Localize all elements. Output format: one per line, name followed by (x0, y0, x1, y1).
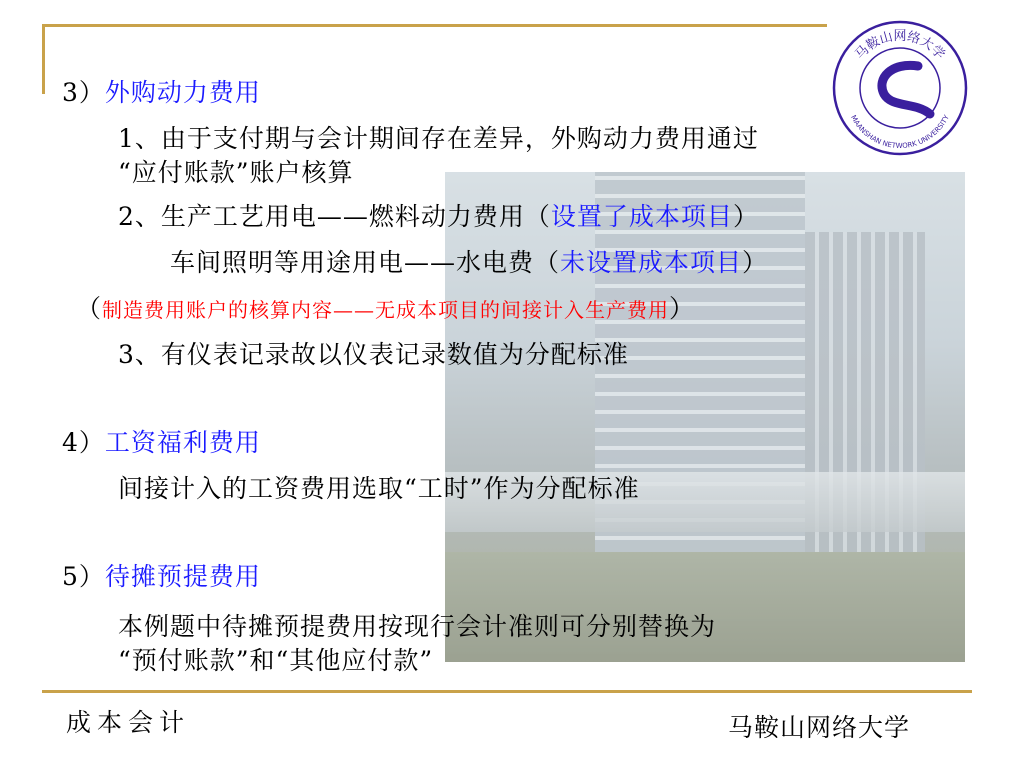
section-4-title: 工资福利费用 (104, 428, 261, 457)
footer-course-title: 成本会计 (66, 708, 191, 737)
section-3-note-text: 制造费用账户的核算内容——无成本项目的间接计入生产费用 (102, 298, 670, 322)
section-3-item-1a: 1、由于支付期与会计期间存在差异，外购动力费用通过 (118, 124, 759, 153)
section-3-heading (62, 78, 261, 108)
footer-divider (42, 690, 972, 693)
section-3-number: 3） (62, 78, 105, 107)
section-3-item-2-sub-highlight: 未设置成本项目 (560, 248, 743, 277)
section-3-note-close: ） (669, 294, 696, 323)
section-3-item-2 (118, 202, 759, 232)
section-4-heading (62, 428, 261, 458)
section-3-note-open: （ (76, 294, 103, 323)
section-3-note (76, 294, 695, 325)
section-3-title: 外购动力费用 (104, 78, 261, 107)
section-3-item-2-sub (170, 248, 768, 278)
section-3-item-2-highlight: 设置了成本项目 (550, 202, 733, 231)
section-3-item-1b: “应付账款”账户核算 (118, 158, 354, 187)
section-5-number: 5） (62, 562, 105, 591)
section-3-item-2-close: ） (732, 202, 759, 231)
section-3-item-2-sub-close: ） (742, 248, 769, 277)
section-3-item-3: 3、有仪表记录故以仪表记录数值为分配标准 (118, 340, 629, 369)
logo-top-text: 马鞍山网络大学 (852, 29, 948, 63)
section-5-item-1b: “预付账款”和“其他应付款” (118, 646, 434, 675)
logo-bottom-text: MAANSHAN NETWORK UNIVERSITY (849, 113, 951, 151)
section-3-item-2-sub-text: 车间照明等用途用电——水电费（ (170, 248, 561, 277)
section-5-title: 待摊预提费用 (104, 562, 261, 591)
footer-university-name: 马鞍山网络大学 (728, 713, 911, 742)
section-3-item-2-text: 2、生产工艺用电——燃料动力费用（ (118, 202, 551, 231)
section-4-number: 4） (62, 428, 105, 457)
section-4-item-1: 间接计入的工资费用选取“工时”作为分配标准 (118, 474, 640, 503)
section-5-item-1a: 本例题中待摊预提费用按现行会计准则可分别替换为 (118, 612, 717, 641)
section-5-heading (62, 562, 261, 592)
